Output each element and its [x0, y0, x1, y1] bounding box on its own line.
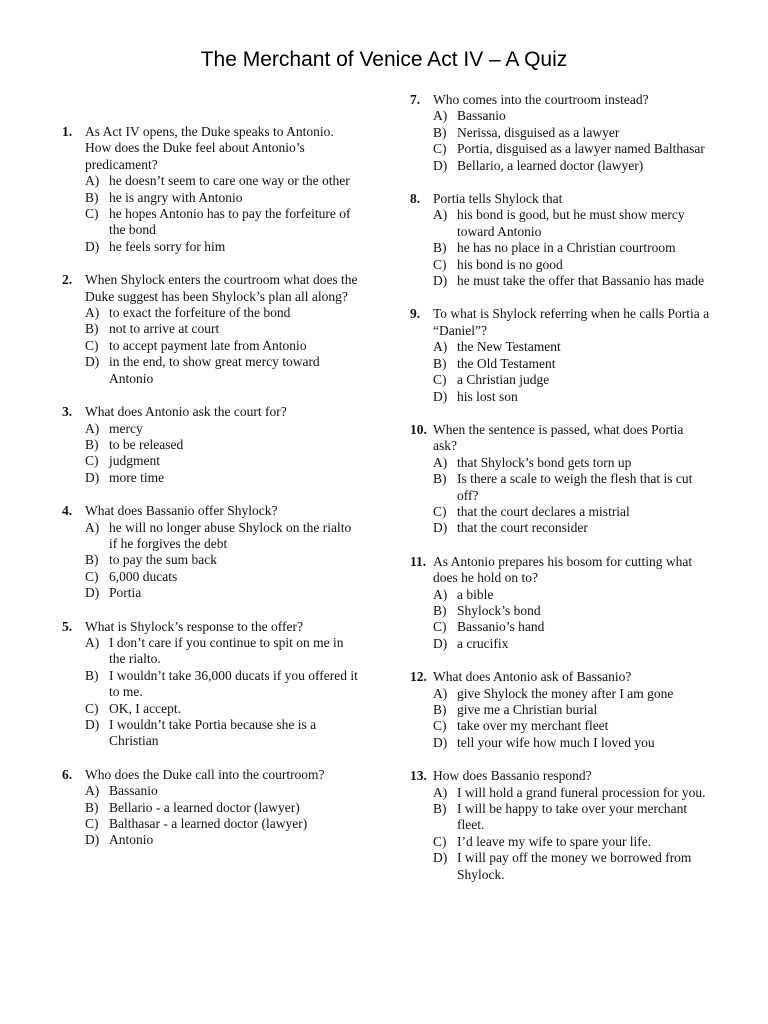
- answer-options: [433, 686, 710, 752]
- question-header: [62, 124, 362, 173]
- option-text: I don’t care if you continue to spit on me in the rialto.: [109, 634, 344, 667]
- answer-options: [433, 108, 710, 174]
- option-letter: D): [85, 354, 100, 370]
- option-letter: C): [85, 816, 99, 832]
- option-letter: D): [85, 238, 100, 254]
- question-header: [62, 619, 362, 635]
- option-text: give me a Christian burial: [457, 702, 598, 717]
- answer-option: [433, 356, 710, 372]
- option-letter: B): [85, 321, 99, 337]
- answer-option: [433, 339, 710, 355]
- answer-option: [433, 702, 710, 718]
- answer-option: [433, 520, 710, 536]
- option-text: he must take the offer that Bassanio has made: [457, 273, 705, 289]
- option-letter: B): [85, 799, 99, 815]
- option-letter: D): [85, 469, 100, 485]
- answer-option: [85, 206, 362, 239]
- option-text: Nerissa, disguised as a lawyer: [457, 124, 620, 140]
- option-letter: C): [433, 372, 447, 388]
- option-text: Bellario - a learned doctor (lawyer): [109, 799, 300, 815]
- question-number: 7.: [410, 92, 421, 107]
- quiz-question: [410, 92, 710, 174]
- option-letter: C): [433, 833, 447, 849]
- option-letter: C): [433, 619, 447, 635]
- option-text: he will no longer abuse Shylock on the rialto if he forgives the debt: [109, 519, 352, 551]
- option-letter: D): [85, 585, 100, 601]
- quiz-question: [62, 272, 362, 387]
- answer-option: [85, 832, 362, 848]
- question-header: [410, 422, 710, 455]
- option-text: Portia: [109, 585, 142, 601]
- option-text: take over my merchant fleet: [457, 718, 609, 734]
- option-text: Antonio: [109, 832, 154, 848]
- question-number: 2.: [62, 272, 73, 288]
- question-number: 11.: [410, 553, 427, 569]
- answer-option: [433, 850, 710, 883]
- question-header: [410, 554, 710, 587]
- answer-option: [85, 305, 362, 321]
- question-text: As Act IV opens, the Duke speaks to Antonio. How does the Duke feel about Antonio’s predicament?: [85, 124, 334, 172]
- option-letter: D): [433, 157, 448, 173]
- option-letter: B): [433, 471, 447, 487]
- option-text: in the end, to show great mercy toward Antonio: [109, 354, 320, 386]
- answer-option: [85, 717, 362, 750]
- answer-option: [85, 701, 362, 717]
- question-header: [410, 191, 710, 207]
- option-text: that the court declares a mistrial: [457, 503, 630, 519]
- question-text: To what is Shylock referring when he calls Portia a “Daniel”?: [433, 306, 710, 338]
- quiz-question: [410, 422, 710, 537]
- answer-option: [433, 471, 710, 504]
- answer-option: [433, 735, 710, 751]
- option-text: Is there a scale to weigh the flesh that is cut off?: [457, 471, 693, 503]
- question-number: 8.: [410, 191, 421, 207]
- answer-options: [433, 455, 710, 537]
- option-letter: A): [85, 173, 100, 189]
- answer-option: [85, 816, 362, 832]
- answer-options: [85, 421, 362, 487]
- question-text: Portia tells Shylock that: [433, 191, 563, 207]
- option-text: mercy: [109, 420, 143, 436]
- answer-option: [85, 421, 362, 437]
- option-letter: C): [85, 337, 99, 353]
- option-letter: C): [433, 503, 447, 519]
- option-text: judgment: [109, 453, 160, 469]
- answer-option: [433, 125, 710, 141]
- answer-option: [433, 141, 710, 157]
- option-letter: B): [85, 552, 99, 568]
- option-letter: D): [433, 388, 448, 404]
- option-text: Balthasar - a learned doctor (lawyer): [109, 816, 308, 832]
- question-text: What does Antonio ask the court for?: [85, 404, 287, 420]
- option-text: a Christian judge: [457, 372, 550, 388]
- answer-option: [85, 800, 362, 816]
- question-number: 1.: [62, 124, 73, 139]
- question-text: What does Bassanio offer Shylock?: [85, 503, 278, 519]
- option-text: Bassanio’s hand: [457, 619, 545, 635]
- option-text: Portia, disguised as a lawyer named Balthasar: [457, 141, 705, 157]
- option-letter: A): [433, 108, 448, 124]
- question-number: 3.: [62, 404, 73, 420]
- option-letter: A): [433, 784, 448, 800]
- option-text: he feels sorry for him: [109, 238, 226, 254]
- option-letter: C): [85, 568, 99, 584]
- question-number: 13.: [410, 768, 427, 784]
- option-text: that Shylock’s bond gets torn up: [457, 454, 632, 470]
- option-letter: B): [433, 702, 447, 717]
- question-header: [62, 767, 362, 783]
- question-text: What is Shylock’s response to the offer?: [85, 618, 303, 634]
- option-text: Shylock’s bond: [457, 602, 541, 618]
- option-text: I wouldn’t take 36,000 ducats if you offered it to me.: [109, 667, 358, 700]
- quiz-question: [62, 503, 362, 601]
- option-text: Bassanio: [109, 783, 158, 799]
- question-header: [410, 92, 710, 108]
- answer-option: [85, 173, 362, 189]
- answer-option: [85, 190, 362, 206]
- question-text: Who does the Duke call into the courtroom?: [85, 766, 325, 782]
- answer-option: [433, 455, 710, 471]
- answer-option: [433, 158, 710, 174]
- option-letter: A): [433, 207, 448, 223]
- option-letter: B): [433, 801, 447, 817]
- option-letter: D): [433, 734, 448, 750]
- answer-option: [85, 437, 362, 453]
- option-text: Bassanio: [457, 108, 506, 124]
- question-text: Who comes into the courtroom instead?: [433, 92, 649, 107]
- option-text: his lost son: [457, 388, 518, 404]
- question-header: [62, 272, 362, 305]
- answer-option: [85, 338, 362, 354]
- answer-option: [85, 783, 362, 799]
- option-text: give Shylock the money after I am gone: [457, 685, 674, 701]
- quiz-question: [410, 669, 710, 751]
- answer-option: [433, 257, 710, 273]
- answer-option: [85, 239, 362, 255]
- option-letter: A): [85, 783, 100, 799]
- quiz-question: [410, 554, 710, 652]
- option-letter: B): [433, 124, 447, 140]
- answer-option: [85, 585, 362, 601]
- question-text: How does Bassanio respond?: [433, 768, 592, 784]
- option-text: Bellario, a learned doctor (lawyer): [457, 157, 644, 173]
- answer-option: [433, 785, 710, 801]
- answer-option: [85, 470, 362, 486]
- answer-option: [433, 587, 710, 603]
- option-letter: C): [85, 206, 99, 222]
- option-text: the New Testament: [457, 339, 561, 355]
- option-text: tell your wife how much I loved you: [457, 734, 655, 750]
- option-text: that the court reconsider: [457, 520, 588, 536]
- option-text: I will hold a grand funeral procession for you.: [457, 784, 706, 800]
- option-letter: B): [85, 189, 99, 205]
- option-text: he doesn’t seem to care one way or the other: [109, 173, 350, 189]
- quiz-question: [410, 768, 710, 883]
- answer-option: [433, 504, 710, 520]
- answer-option: [433, 686, 710, 702]
- option-letter: B): [85, 436, 99, 452]
- quiz-question: [410, 191, 710, 289]
- answer-options: [85, 783, 362, 849]
- answer-options: [85, 173, 362, 255]
- answer-option: [433, 801, 710, 834]
- option-letter: B): [433, 355, 447, 371]
- quiz-question: [62, 124, 362, 255]
- option-text: I will pay off the money we borrowed from Shylock.: [457, 850, 692, 882]
- question-text: As Antonio prepares his bosom for cutting what does he hold on to?: [433, 553, 693, 586]
- answer-options: [85, 635, 362, 750]
- option-text: more time: [109, 469, 165, 485]
- question-number: 12.: [410, 669, 427, 685]
- answer-option: [85, 321, 362, 337]
- answer-option: [433, 207, 710, 240]
- answer-option: [85, 635, 362, 668]
- option-letter: A): [433, 339, 448, 355]
- answer-option: [85, 668, 362, 701]
- answer-option: [433, 108, 710, 124]
- quiz-question: [62, 404, 362, 486]
- option-text: to accept payment late from Antonio: [109, 337, 307, 353]
- option-letter: A): [85, 519, 100, 535]
- option-letter: A): [433, 454, 448, 470]
- option-letter: D): [433, 635, 448, 651]
- answer-options: [433, 785, 710, 883]
- answer-option: [433, 619, 710, 635]
- option-letter: D): [433, 850, 448, 866]
- answer-option: [433, 603, 710, 619]
- answer-option: [85, 453, 362, 469]
- answer-option: [433, 389, 710, 405]
- question-number: 5.: [62, 618, 73, 634]
- answer-options: [85, 305, 362, 387]
- option-text: a crucifix: [457, 635, 509, 651]
- quiz-question: [62, 767, 362, 849]
- answer-options: [85, 520, 362, 602]
- option-text: to exact the forfeiture of the bond: [109, 305, 291, 321]
- option-letter: A): [85, 305, 100, 321]
- quiz-question: [410, 306, 710, 404]
- option-letter: C): [85, 453, 99, 469]
- option-letter: B): [433, 602, 447, 618]
- answer-options: [433, 207, 710, 289]
- option-text: his bond is good, but he must show mercy toward Antonio: [457, 207, 685, 239]
- option-text: a bible: [457, 586, 494, 602]
- option-letter: D): [85, 832, 100, 848]
- question-header: [62, 503, 362, 519]
- answer-option: [433, 834, 710, 850]
- answer-option: [85, 354, 362, 387]
- answer-options: [433, 587, 710, 653]
- option-text: to pay the sum back: [109, 552, 217, 568]
- answer-option: [433, 372, 710, 388]
- question-number: 6.: [62, 766, 73, 782]
- option-text: he is angry with Antonio: [109, 189, 243, 205]
- right-column: [410, 92, 710, 900]
- answer-options: [433, 339, 710, 405]
- option-text: I will be happy to take over your merchant fleet.: [457, 801, 688, 833]
- option-letter: A): [433, 685, 448, 701]
- option-letter: A): [433, 586, 448, 602]
- question-header: [62, 404, 362, 420]
- option-text: to be released: [109, 436, 184, 452]
- answer-option: [433, 240, 710, 256]
- left-column: [62, 124, 362, 866]
- question-number: 4.: [62, 503, 73, 519]
- option-text: his bond is no good: [457, 256, 563, 272]
- option-text: he has no place in a Christian courtroom: [457, 240, 676, 256]
- option-letter: C): [433, 256, 447, 272]
- option-text: he hopes Antonio has to pay the forfeiture of the bond: [109, 206, 351, 238]
- option-letter: C): [433, 718, 447, 734]
- option-text: 6,000 ducats: [109, 568, 178, 584]
- option-text: the Old Testament: [457, 355, 556, 371]
- question-number: 10.: [410, 421, 427, 437]
- option-text: not to arrive at court: [109, 321, 220, 337]
- answer-option: [85, 520, 362, 553]
- question-header: [410, 669, 710, 685]
- option-letter: C): [433, 141, 447, 157]
- option-letter: B): [433, 240, 447, 256]
- answer-option: [85, 569, 362, 585]
- answer-option: [85, 552, 362, 568]
- option-letter: B): [85, 667, 99, 683]
- option-letter: A): [85, 420, 100, 436]
- question-text: What does Antonio ask of Bassanio?: [433, 669, 632, 685]
- option-letter: D): [433, 520, 448, 536]
- question-text: When Shylock enters the courtroom what does the Duke suggest has been Shylock’s plan all along?: [85, 272, 358, 304]
- option-text: I wouldn’t take Portia because she is a Christian: [109, 717, 317, 749]
- option-letter: D): [85, 717, 100, 732]
- page-title: The Merchant of Venice Act IV – A Quiz: [200, 48, 568, 71]
- question-header: [410, 306, 710, 339]
- answer-option: [433, 718, 710, 734]
- quiz-question: [62, 619, 362, 750]
- answer-option: [433, 273, 710, 289]
- option-letter: A): [85, 634, 100, 650]
- option-text: I’d leave my wife to spare your life.: [457, 833, 652, 849]
- option-letter: D): [433, 273, 448, 289]
- option-text: OK, I accept.: [109, 700, 181, 716]
- answer-option: [433, 636, 710, 652]
- question-header: [410, 768, 710, 784]
- option-letter: C): [85, 700, 99, 716]
- question-number: 9.: [410, 306, 421, 322]
- question-text: When the sentence is passed, what does Portia ask?: [433, 421, 684, 454]
